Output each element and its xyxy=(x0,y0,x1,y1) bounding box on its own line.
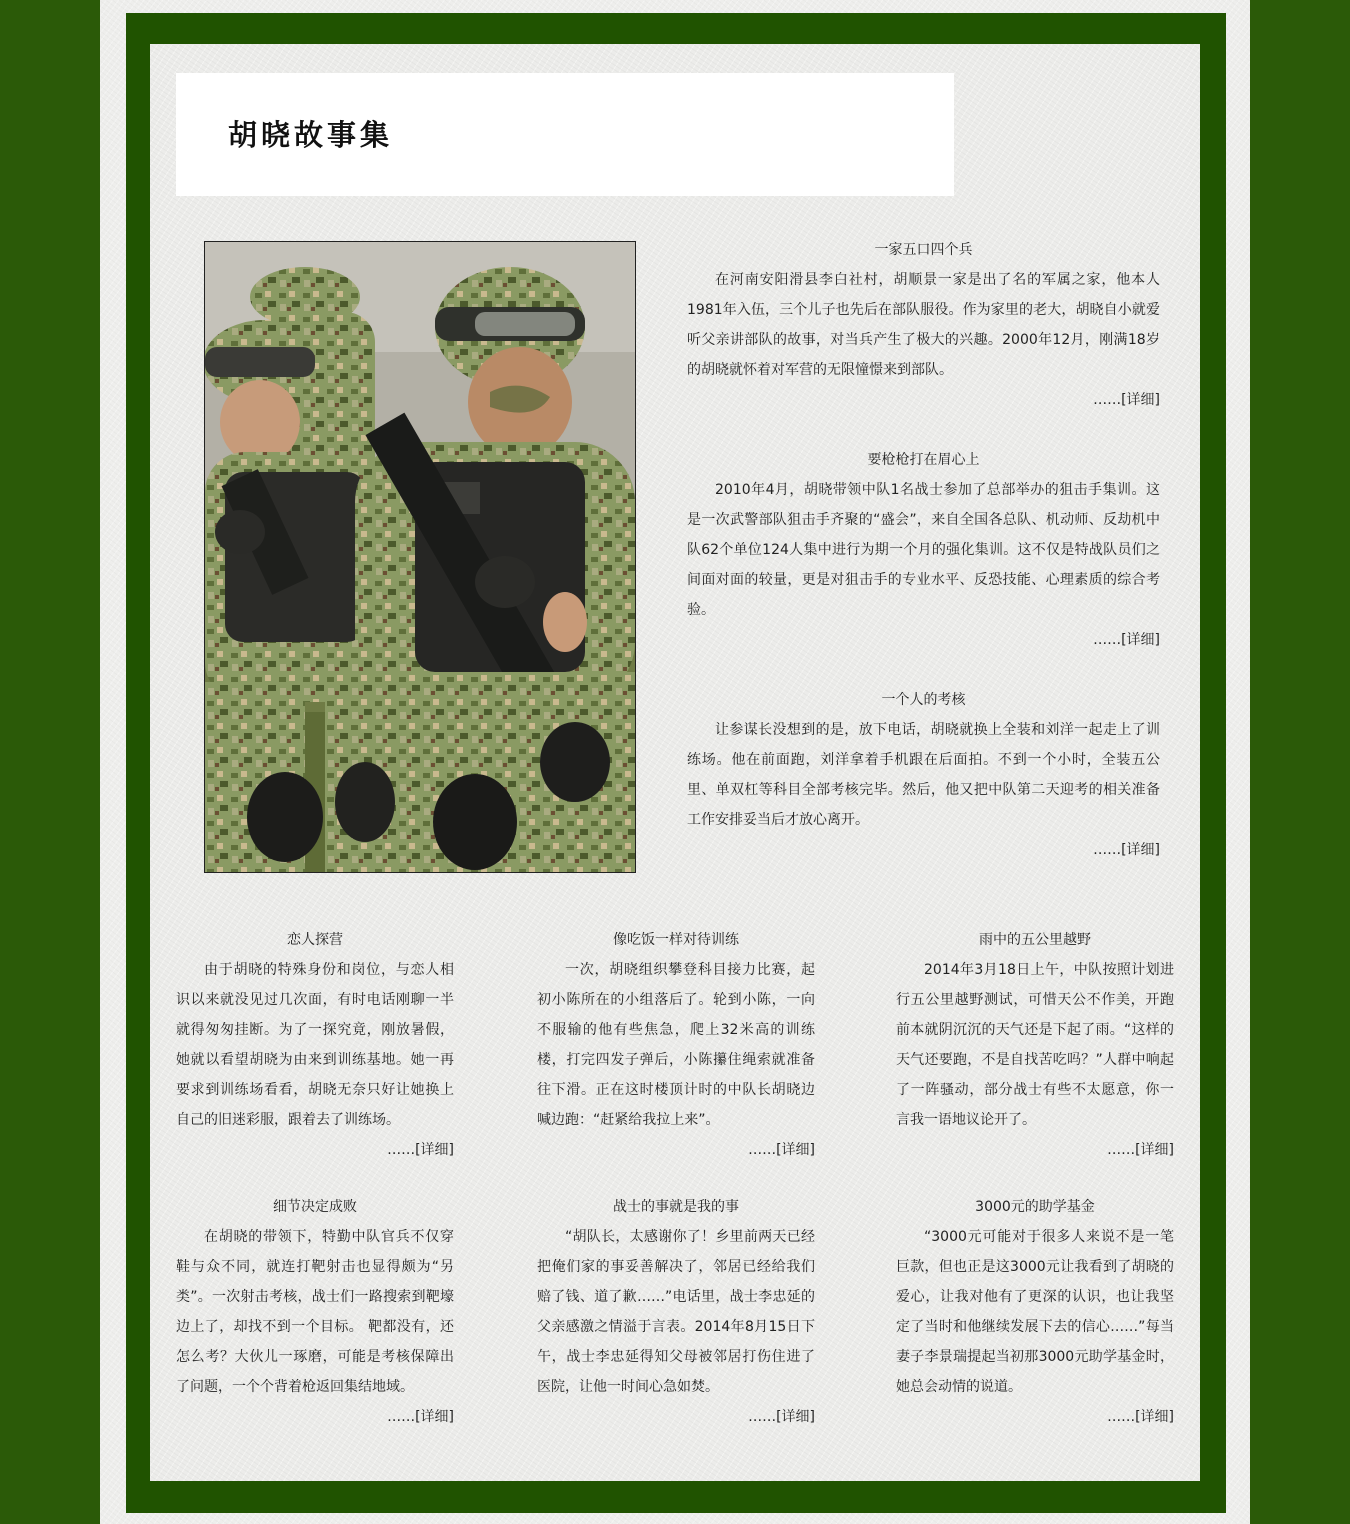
story-body: “3000元可能对于很多人来说不是一笔巨款，但也正是这3000元让我看到了胡晓的爱心，让我对他有了更深的认识，也让我坚定了当时和他继续发展下去的信心……”每当妻子李景瑞提起当初那3000元助学基金时，她总会动情的说道。 xyxy=(896,1229,1174,1395)
story-title: 战士的事就是我的事 xyxy=(613,1199,739,1215)
story-title: 要枪枪打在眉心上 xyxy=(867,452,980,468)
story-body: 在河南安阳滑县李白社村，胡顺景一家是出了名的军属之家，他本人1981年入伍，三个儿子也先后在部队服役。作为家里的老大，胡晓自小就爱听父亲讲部队的故事，对当兵产生了极大的兴趣。2000年12月，刚满18岁的胡晓就怀着对军营的无限憧憬来到部队。 xyxy=(687,272,1160,378)
story-block-6 xyxy=(896,925,1174,1165)
details-link[interactable]: ……[详细] xyxy=(1093,842,1160,858)
story-title: 一个人的考核 xyxy=(881,692,966,708)
details-link[interactable]: ……[详细] xyxy=(1093,632,1160,648)
details-link[interactable]: ……[详细] xyxy=(748,1409,815,1425)
details-link[interactable]: ……[详细] xyxy=(387,1409,454,1425)
page-title: 胡晓故事集 xyxy=(228,118,394,152)
soldiers-photo xyxy=(204,241,636,873)
details-link[interactable]: ……[详细] xyxy=(748,1142,815,1158)
story-title: 细节决定成败 xyxy=(273,1199,357,1215)
story-body: 2010年4月，胡晓带领中队1名战士参加了总部举办的狙击手集训。这是一次武警部队狙击手齐聚的“盛会”，来自全国各总队、机动师、反劫机中队62个单位124人集中进行为期一个月的强化集训。这不仅是特战队员们之间面对面的较量，更是对狙击手的专业水平、反恐技能、心理素质的综合考验。 xyxy=(687,482,1160,618)
story-body: 2014年3月18日上午，中队按照计划进行五公里越野测试，可惜天公不作美，开跑前本就阴沉沉的天气还是下起了雨。“这样的天气还要跑，不是自找苦吃吗？”人群中响起了一阵骚动，部分战士有些不太愿意，你一言我一语地议论开了。 xyxy=(896,962,1174,1128)
soldiers-illustration xyxy=(205,242,635,872)
story-block-1 xyxy=(687,235,1160,415)
details-link[interactable]: ……[详细] xyxy=(1093,392,1160,408)
story-block-3 xyxy=(687,685,1160,865)
story-body: 由于胡晓的特殊身份和岗位，与恋人相识以来就没见过几次面，有时电话刚聊一半就得匆匆挂断。为了一探究竟，刚放暑假，她就以看望胡晓为由来到训练基地。她一再要求到训练场看看，胡晓无奈只好让她换上自己的旧迷彩服，跟着去了训练场。 xyxy=(176,962,454,1128)
title-banner xyxy=(176,73,954,196)
story-body: “胡队长，太感谢你了！乡里前两天已经把俺们家的事妥善解决了，邻居已经给我们赔了钱、道了歉……”电话里，战士李忠延的父亲感激之情溢于言表。2014年8月15日下午，战士李忠延得知父母被邻居打伤住进了医院，让他一时间心急如焚。 xyxy=(537,1229,815,1395)
story-block-7 xyxy=(176,1192,454,1432)
details-link[interactable]: ……[详细] xyxy=(1107,1142,1174,1158)
details-link[interactable]: ……[详细] xyxy=(1107,1409,1174,1425)
story-block-2 xyxy=(687,445,1160,655)
story-title: 恋人探营 xyxy=(287,932,343,948)
story-block-9 xyxy=(896,1192,1174,1432)
story-body: 一次，胡晓组织攀登科目接力比赛，起初小陈所在的小组落后了。轮到小陈，一向不服输的他有些焦急，爬上32米高的训练楼，打完四发子弹后，小陈攥住绳索就准备往下滑。正在这时楼顶计时的中队长胡晓边喊边跑：“赶紧给我拉上来”。 xyxy=(537,962,815,1128)
story-title: 3000元的助学基金 xyxy=(975,1199,1095,1215)
story-block-5 xyxy=(537,925,815,1165)
story-title: 像吃饭一样对待训练 xyxy=(613,932,739,948)
story-title: 雨中的五公里越野 xyxy=(979,932,1091,948)
details-link[interactable]: ……[详细] xyxy=(387,1142,454,1158)
story-body: 在胡晓的带领下，特勤中队官兵不仅穿鞋与众不同，就连打靶射击也显得颇为“另类”。一次射击考核，战士们一路搜索到靶壕边上了，却找不到一个目标。 靶都没有，还怎么考？大伙儿一琢磨，可能是考核保障出了问题，一个个背着枪返回集结地域。 xyxy=(176,1229,454,1395)
story-block-8 xyxy=(537,1192,815,1432)
story-title: 一家五口四个兵 xyxy=(874,242,973,258)
story-block-4 xyxy=(176,925,454,1165)
story-body: 让参谋长没想到的是，放下电话，胡晓就换上全装和刘洋一起走上了训练场。他在前面跑，刘洋拿着手机跟在后面拍。不到一个小时，全装五公里、单双杠等科目全部考核完毕。然后，他又把中队第二天迎考的相关准备工作安排妥当后才放心离开。 xyxy=(687,722,1160,828)
